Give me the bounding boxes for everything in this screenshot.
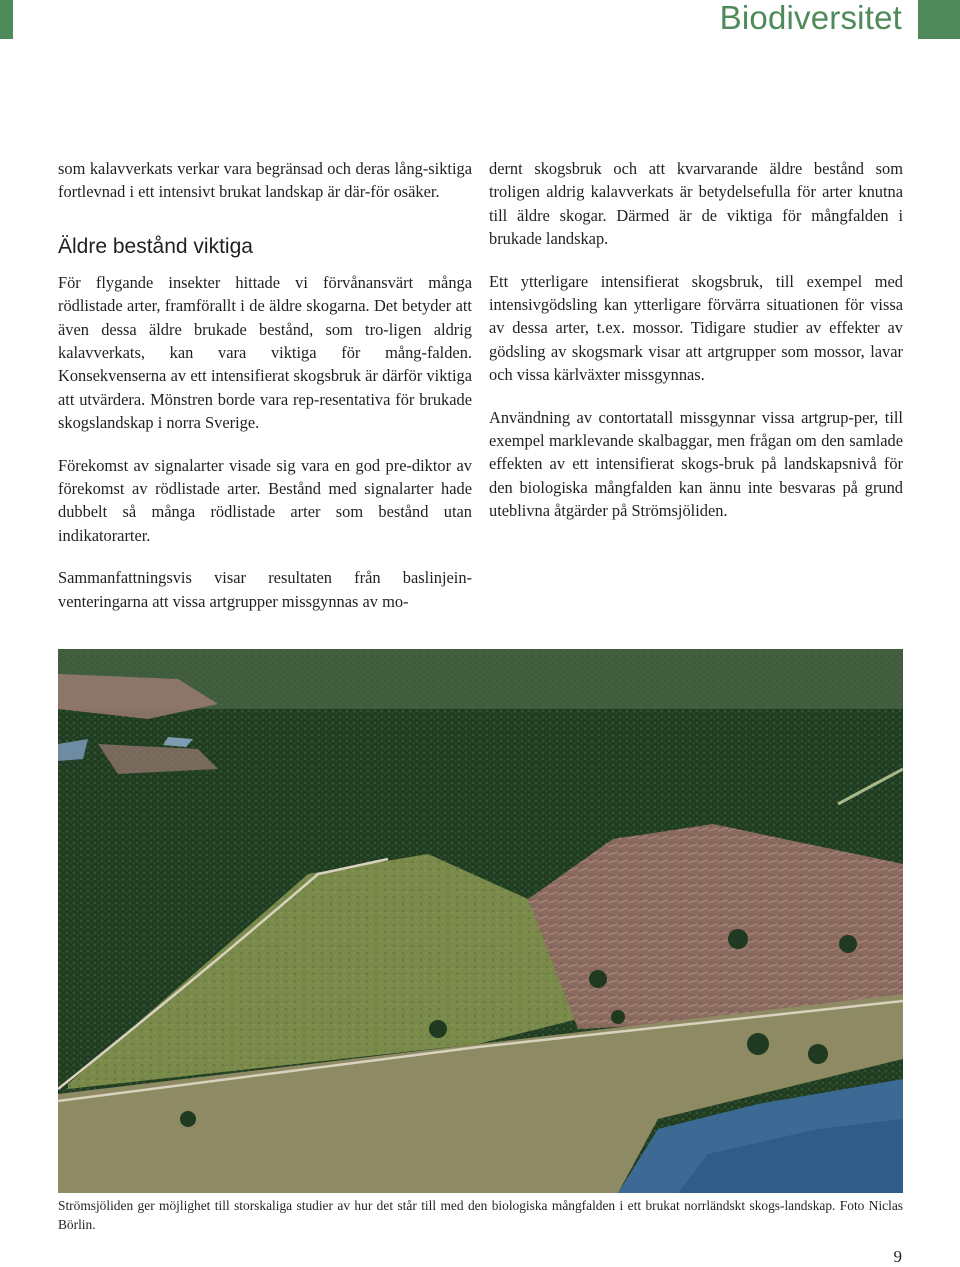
page-number: 9 — [893, 1247, 902, 1266]
section-heading: Äldre bestånd viktiga — [58, 234, 253, 258]
paragraph: som kalavverkats verkar vara begränsad och deras lång-siktiga fortlevnad i ett intensivt brukat landskap är där-för osäker. — [58, 159, 472, 202]
paragraph: dernt skogsbruk och att kvarvarande äldre bestånd som troligen aldrig kalavverkats är betydelsefulla för arter knutna till äldre skogar. Därmed är de viktiga för mångfalden i brukade landskap. — [489, 159, 903, 249]
header-accent-left — [0, 0, 13, 39]
section-title: Biodiversitet — [719, 0, 902, 36]
header-accent-right — [918, 0, 960, 39]
paragraph: Sammanfattningsvis visar resultaten från baslinjein-venteringarna att vissa artgrupper missgynnas av mo- — [58, 568, 472, 611]
paragraph: Användning av contortatall missgynnar vissa artgrup-per, till exempel marklevande skalbaggar, men frågan om den samlade effekten av ett intensifierat skogs-bruk på landskapsnivå för den biologiska mångfalden kan ännu inte besvaras på grund uteblivna åtgärder på Strömsjöliden. — [489, 407, 903, 521]
paragraph: Förekomst av signalarter visade sig vara en god pre-diktor av förekomst av rödlistade arter. Bestånd med signalarter hade dubbelt så många rödlistade arter som bestånd utan indikatorarter. — [58, 455, 472, 545]
aerial-forest-photo — [58, 649, 903, 1193]
photo-caption: Strömsjöliden ger möjlighet till storskaliga studier av hur det står till med den biologiska mångfalden i ett brukat norrländskt skogs-landskap. Foto Niclas Börlin. — [58, 1198, 903, 1232]
paragraph: Ett ytterligare intensifierat skogsbruk, till exempel med intensivgödsling kan ytterligare förvärra situationen för vissa av dessa arter, t.ex. mossor. Tidigare studier av effekter av gödsling av skogsmark visar att artgrupper som mossor, lavar och vissa kärlväxter missgynnas. — [489, 271, 903, 385]
left-column — [58, 157, 472, 613]
paragraph: För flygande insekter hittade vi förvånansvärt många rödlistade arter, framförallt i de äldre skogarna. Det betyder att även dessa äldre brukade bestånd, som tro-ligen aldrig kalavverkats, kan vara viktiga för mång-falden. Konsekvenserna av ett intensifierat skogsbruk är därför viktiga att utvärdera. Mönstren borde vara rep-resentativa för brukade skogslandskap i norra Sverige. — [58, 272, 472, 433]
right-column — [489, 157, 903, 523]
